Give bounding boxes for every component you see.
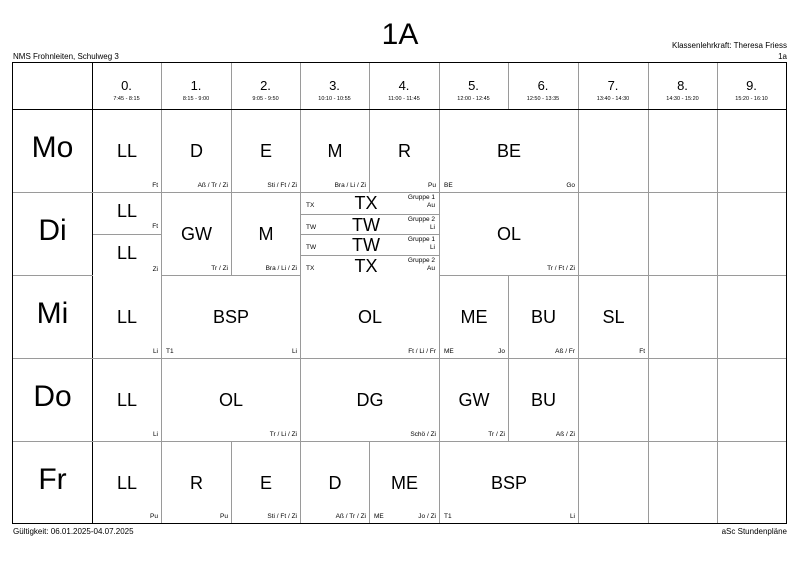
- lesson-cell[interactable]: [162, 110, 231, 192]
- lesson-subject: BSP: [212, 307, 250, 327]
- lesson-subject: LL: [116, 141, 138, 161]
- day-label: Fr: [38, 463, 67, 496]
- lesson-cell[interactable]: [370, 110, 439, 192]
- lesson-subject: ME: [460, 307, 488, 327]
- lesson-cell[interactable]: [440, 359, 508, 441]
- lesson-subject: ME: [391, 473, 418, 493]
- lesson-teachers: Li: [291, 348, 297, 355]
- group-name: Gruppe 1: [407, 236, 435, 243]
- period-time: 12:50 - 13:35: [526, 96, 560, 102]
- lesson-teachers: Ft / Li / Fr: [408, 348, 436, 355]
- lesson-teachers: Tr / Zi: [488, 431, 505, 438]
- grid-column-line: [717, 63, 718, 523]
- lesson-subject: BE: [496, 141, 521, 161]
- lesson-teachers: Bra / Li / Zi: [265, 265, 297, 272]
- lesson-subject: GW: [458, 390, 490, 410]
- group-lesson-row[interactable]: [301, 234, 439, 255]
- lesson-subject: LL: [116, 390, 138, 410]
- period-number: 7.: [607, 78, 619, 93]
- period-number: 5.: [468, 78, 479, 93]
- period-header: [369, 63, 439, 109]
- lesson-teachers: Pu: [150, 513, 158, 520]
- lesson-teachers: Aß / Fr: [555, 348, 575, 355]
- lesson-cell[interactable]: [509, 359, 578, 441]
- period-time: 10:10 - 10:55: [318, 96, 351, 102]
- group-subject: TW: [352, 235, 380, 255]
- period-number: 6.: [537, 78, 549, 93]
- period-time: 8:15 - 9:00: [182, 96, 210, 102]
- lesson-cell[interactable]: [162, 442, 231, 523]
- lesson-cell[interactable]: [93, 276, 161, 358]
- group-name: Gruppe 2: [407, 256, 435, 264]
- class-code: 1a: [778, 52, 787, 61]
- lesson-teachers: Schö / Zi: [410, 431, 436, 438]
- group-subject: TX: [354, 255, 378, 276]
- period-header: [231, 63, 300, 109]
- lesson-cell[interactable]: [579, 276, 648, 358]
- day-label: Do: [33, 380, 72, 413]
- lesson-cell[interactable]: [93, 234, 161, 276]
- lesson-subject: E: [259, 473, 272, 493]
- group-room: TX: [306, 202, 315, 209]
- lesson-room: BE: [444, 182, 453, 189]
- lesson-cell[interactable]: [440, 442, 578, 523]
- period-header: [508, 63, 578, 109]
- period-time: 11:00 - 11:45: [388, 96, 420, 102]
- group-room: TX: [306, 264, 315, 272]
- lesson-subject: OL: [357, 307, 382, 327]
- lesson-subject: D: [190, 141, 203, 161]
- lesson-teachers: Zi: [152, 266, 158, 273]
- period-number: 8.: [677, 78, 688, 93]
- period-header: [92, 63, 161, 109]
- group-name: Gruppe 2: [407, 215, 435, 223]
- group-teacher: Li: [429, 223, 435, 231]
- lesson-subject: E: [259, 141, 272, 161]
- lesson-cell[interactable]: [93, 359, 161, 441]
- period-header: [300, 63, 369, 109]
- period-header: [161, 63, 231, 109]
- lesson-cell[interactable]: [232, 442, 300, 523]
- lesson-subject: LL: [116, 473, 138, 493]
- lesson-teachers: Aß / Tr / Zi: [335, 513, 366, 520]
- lesson-room: T1: [166, 348, 174, 355]
- lesson-teachers: Aß / Zi: [555, 431, 575, 438]
- lesson-cell[interactable]: [509, 276, 578, 358]
- lesson-teachers: Ft: [152, 223, 158, 230]
- period-number: 4.: [398, 78, 410, 93]
- group-info: [408, 216, 435, 232]
- day-label: Mi: [36, 297, 69, 330]
- group-room: TW: [306, 223, 317, 231]
- group-lesson-row[interactable]: [301, 193, 439, 214]
- lesson-teachers: Li: [569, 513, 575, 520]
- lesson-cell[interactable]: [301, 442, 369, 523]
- period-number: 2.: [260, 78, 271, 93]
- group-teacher: Li: [429, 244, 435, 251]
- period-time: 13:40 - 14:30: [596, 96, 630, 102]
- lesson-teachers: Tr / Li / Zi: [269, 431, 297, 438]
- lesson-subject: OL: [496, 224, 521, 244]
- timetable-grid: [12, 62, 787, 524]
- group-subject: TW: [352, 214, 380, 235]
- lesson-teachers: Sti / Ft / Zi: [267, 513, 297, 520]
- lesson-subject: M: [258, 224, 274, 244]
- lesson-teachers: Go: [566, 182, 575, 189]
- lesson-cell[interactable]: [440, 110, 578, 192]
- period-time: 14:30 - 15:20: [666, 96, 699, 102]
- group-teacher: Au: [427, 202, 435, 209]
- group-name: Gruppe 1: [407, 194, 435, 201]
- lesson-cell[interactable]: [162, 193, 231, 275]
- period-header: [578, 63, 648, 109]
- lesson-teachers: Bra / Li / Zi: [334, 182, 366, 189]
- lesson-teachers: Ft: [152, 182, 158, 189]
- lesson-subject: DG: [356, 390, 384, 410]
- group-lesson-row[interactable]: [301, 255, 439, 276]
- period-number: 3.: [329, 78, 340, 93]
- lesson-cell[interactable]: [301, 276, 439, 358]
- day-label: Mo: [31, 131, 74, 164]
- lesson-teachers: Jo / Zi: [418, 513, 436, 520]
- lesson-teachers: Pu: [428, 182, 436, 189]
- school-name: NMS Frohnleiten, Schulweg 3: [13, 52, 119, 61]
- group-lesson-block[interactable]: [301, 193, 439, 275]
- lesson-subject: LL: [116, 201, 138, 221]
- grid-column-line: [648, 63, 649, 523]
- lesson-room: ME: [374, 513, 384, 520]
- lesson-cell[interactable]: [232, 193, 300, 275]
- period-header: [648, 63, 717, 109]
- period-header: [439, 63, 508, 109]
- lesson-room: T1: [444, 513, 452, 520]
- lesson-subject: R: [190, 473, 203, 493]
- lesson-cell[interactable]: [93, 110, 161, 192]
- group-info: [408, 257, 435, 273]
- period-time: 15:20 - 16:10: [735, 96, 768, 102]
- group-subject: TX: [354, 193, 378, 213]
- lesson-subject: BU: [530, 390, 556, 410]
- lesson-teachers: Li: [152, 431, 158, 438]
- lesson-teachers: Tr / Zi: [211, 265, 228, 272]
- lesson-teachers: Aß / Tr / Zi: [197, 182, 228, 189]
- lesson-subject: GW: [181, 224, 212, 244]
- lesson-subject: BU: [530, 307, 556, 327]
- validity-note: Gültigkeit: 06.01.2025-04.07.2025: [13, 527, 134, 536]
- period-time: 9:05 - 9:50: [252, 96, 279, 102]
- lesson-teachers: Ft: [639, 348, 645, 355]
- group-info: [408, 236, 435, 252]
- lesson-teachers: Tr / Ft / Zi: [547, 265, 575, 272]
- lesson-subject: R: [398, 141, 411, 161]
- class-teacher: Klassenlehrkraft: Theresa Friess: [671, 41, 787, 50]
- lesson-subject: LL: [116, 307, 138, 327]
- lesson-cell[interactable]: [301, 110, 369, 192]
- lesson-subject: LL: [116, 243, 138, 263]
- group-room: TW: [306, 244, 317, 251]
- lesson-cell[interactable]: [93, 442, 161, 523]
- lesson-subject: BSP: [490, 473, 528, 493]
- period-time: 7:45 - 8:15: [113, 96, 140, 102]
- period-time: 12:00 - 12:45: [457, 96, 490, 102]
- lesson-cell[interactable]: [440, 193, 578, 275]
- day-label: Di: [38, 214, 67, 247]
- lesson-cell[interactable]: [162, 276, 300, 358]
- period-number: 1.: [190, 78, 202, 93]
- lesson-room: ME: [444, 348, 454, 355]
- lesson-cell[interactable]: [370, 442, 439, 523]
- page-title: 1A: [381, 18, 419, 51]
- lesson-subject: M: [327, 141, 343, 161]
- group-lesson-row[interactable]: [301, 214, 439, 235]
- lesson-teachers: Li: [152, 348, 158, 355]
- lesson-cell[interactable]: [93, 193, 161, 233]
- lesson-subject: D: [328, 473, 342, 493]
- lesson-cell[interactable]: [162, 359, 300, 441]
- lesson-subject: OL: [218, 390, 243, 410]
- lesson-subject: SL: [602, 307, 625, 327]
- lesson-teachers: Pu: [220, 513, 228, 520]
- group-teacher: Au: [427, 264, 435, 272]
- period-number: 0.: [121, 78, 132, 93]
- lesson-cell[interactable]: [232, 110, 300, 192]
- lesson-teachers: Jo: [498, 348, 505, 355]
- period-header: [717, 63, 786, 109]
- period-number: 9.: [746, 78, 757, 93]
- group-info: [408, 194, 435, 210]
- lesson-cell[interactable]: [440, 276, 508, 358]
- software-credit: aSc Stundenpläne: [721, 527, 787, 536]
- lesson-cell[interactable]: [301, 359, 439, 441]
- lesson-teachers: Sti / Ft / Zi: [267, 182, 297, 189]
